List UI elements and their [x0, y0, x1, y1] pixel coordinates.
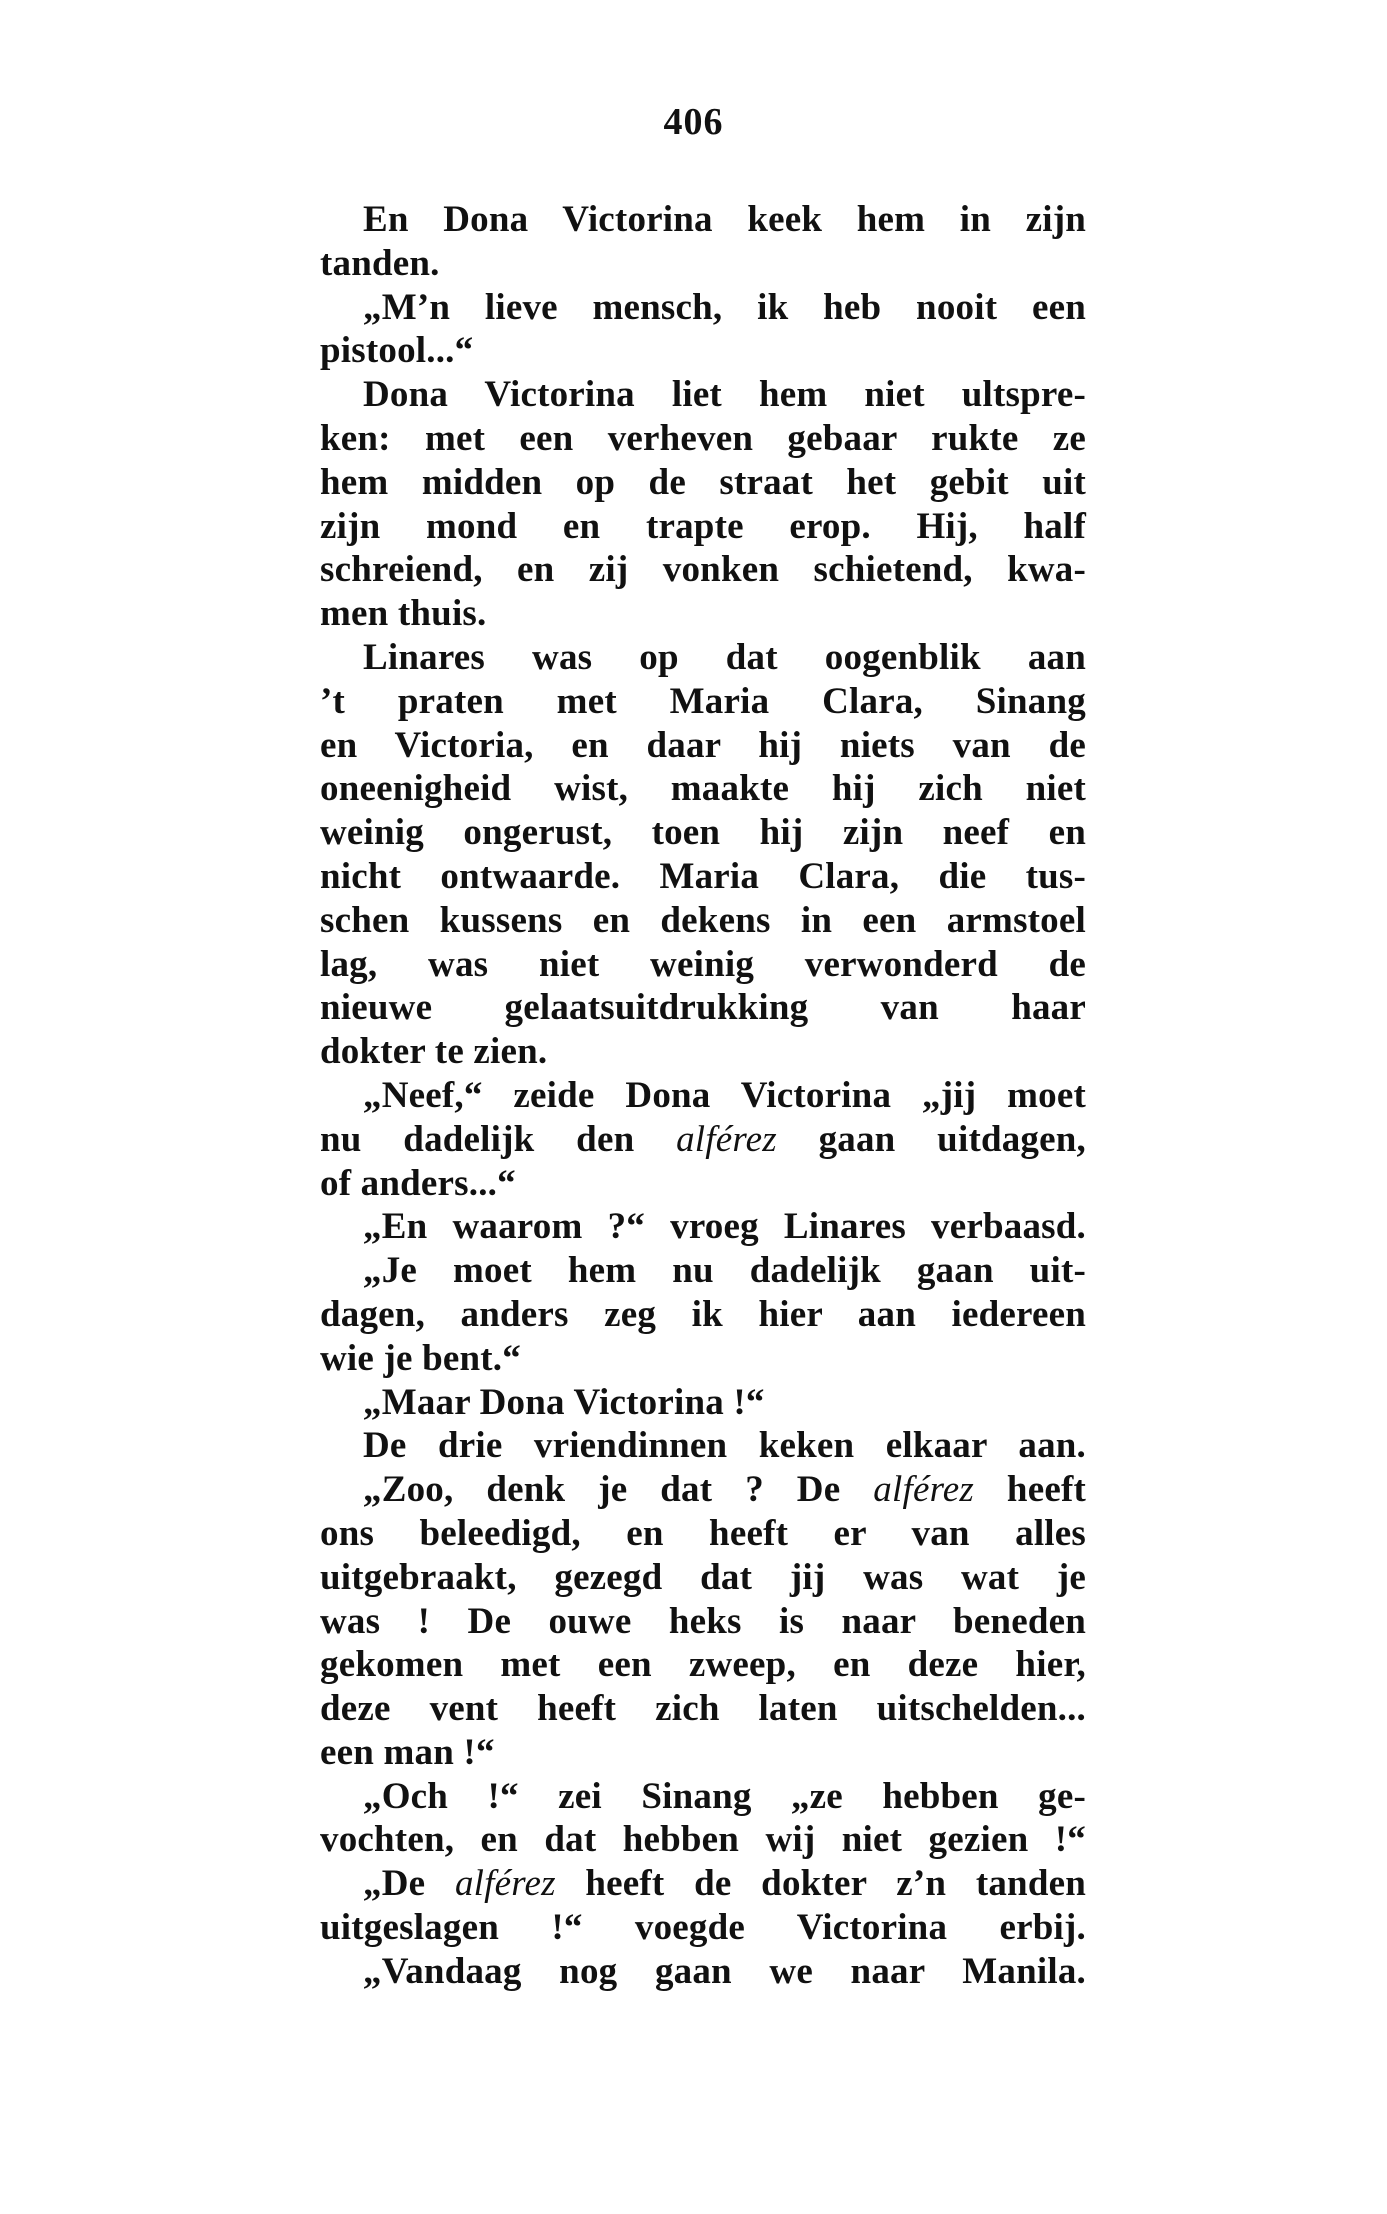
text-segment: „Och !“ zei Sinang „ze hebben ge-	[363, 1775, 1086, 1817]
text-segment: uitgebraakt, gezegd dat jij was wat je	[320, 1556, 1086, 1598]
text-line	[320, 724, 1086, 768]
text-line	[320, 461, 1086, 505]
text-segment: „Vandaag nog gaan we naar Manila.	[363, 1950, 1086, 1992]
text-line	[320, 811, 1086, 855]
text-segment: een man !“	[320, 1731, 495, 1773]
text-line	[320, 592, 1086, 636]
text-segment: „Neef,“ zeide Dona Victorina „jij moet	[363, 1074, 1086, 1116]
text-segment: lag, was niet weinig verwonderd de	[320, 943, 1086, 985]
text-segment: ons beleedigd, en heeft er van alles	[320, 1512, 1086, 1554]
text-segment: „Maar Dona Victorina !“	[363, 1381, 765, 1423]
text-segment: „En waarom ?“ vroeg Linares verbaasd.	[363, 1206, 1086, 1248]
text-segment: Linares was op dat oogenblik aan	[363, 636, 1086, 678]
text-line	[320, 417, 1086, 461]
text-line	[320, 286, 1086, 330]
text-line	[320, 373, 1086, 417]
text-segment: De drie vriendinnen keken elkaar aan.	[363, 1425, 1086, 1467]
text-line	[320, 1818, 1086, 1862]
text-segment: nicht ontwaarde. Maria Clara, die tus-	[320, 855, 1086, 897]
text-line	[320, 1381, 1086, 1425]
text-line	[320, 198, 1086, 242]
text-segment: „Zoo, denk je dat ? De	[363, 1469, 874, 1511]
text-line	[320, 1775, 1086, 1819]
text-line	[320, 329, 1086, 373]
text-segment: vochten, en dat hebben wij niet gezien !“	[320, 1819, 1086, 1861]
text-line	[320, 1424, 1086, 1468]
text-line	[320, 1118, 1086, 1162]
text-segment: schen kussens en dekens in een armstoel	[320, 899, 1086, 941]
text-segment: en Victoria, en daar hij niets van de	[320, 724, 1086, 766]
text-line	[320, 1293, 1086, 1337]
text-segment: „De	[363, 1863, 455, 1905]
text-segment: gaan uitdagen,	[776, 1118, 1086, 1160]
text-segment: wie je bent.“	[320, 1337, 521, 1379]
text-segment: oneenigheid wist, maakte hij zich niet	[320, 768, 1086, 810]
text-line	[320, 1643, 1086, 1687]
text-segment: Dona Victorina liet hem niet ultspre-	[363, 374, 1086, 416]
text-line	[320, 855, 1086, 899]
text-segment: dokter te zien.	[320, 1031, 548, 1073]
italic-term: alférez	[454, 1863, 556, 1905]
text-line	[320, 680, 1086, 724]
text-line	[320, 1950, 1086, 1994]
italic-term: alférez	[676, 1118, 777, 1160]
text-line	[320, 1337, 1086, 1381]
text-segment: nu dadelijk den	[320, 1118, 677, 1160]
text-line	[320, 1030, 1086, 1074]
text-segment: „M’n lieve mensch, ik heb nooit een	[363, 286, 1086, 328]
text-line	[320, 986, 1086, 1030]
text-line	[320, 636, 1086, 680]
text-segment: of anders...“	[320, 1162, 516, 1204]
text-line	[320, 1512, 1086, 1556]
text-line	[320, 1600, 1086, 1644]
text-segment: zijn mond en trapte erop. Hij, half	[320, 505, 1086, 547]
text-segment: ’t praten met Maria Clara, Sinang	[320, 680, 1086, 722]
text-line	[320, 1205, 1086, 1249]
text-line	[320, 1731, 1086, 1775]
text-line	[320, 899, 1086, 943]
text-segment: heeft de dokter z’n tanden	[555, 1863, 1086, 1905]
text-line	[320, 1468, 1086, 1512]
text-line	[320, 1249, 1086, 1293]
text-line	[320, 1906, 1086, 1950]
text-segment: nieuwe gelaatsuitdrukking van haar	[320, 987, 1086, 1029]
text-line	[320, 548, 1086, 592]
text-line	[320, 242, 1086, 286]
text-line	[320, 1162, 1086, 1206]
text-segment: gekomen met een zweep, en deze hier,	[320, 1644, 1086, 1686]
text-line	[320, 767, 1086, 811]
text-segment: tanden.	[320, 242, 440, 284]
text-line	[320, 505, 1086, 549]
text-line	[320, 1074, 1086, 1118]
page-number: 406	[663, 101, 724, 143]
text-line	[320, 1687, 1086, 1731]
text-segment: ken: met een verheven gebaar rukte ze	[320, 417, 1086, 459]
text-segment: was ! De ouwe heks is naar beneden	[320, 1600, 1086, 1642]
text-segment: men thuis.	[320, 593, 487, 635]
text-segment: hem midden op de straat het gebit uit	[320, 461, 1086, 503]
text-line	[320, 1862, 1086, 1906]
text-line	[320, 1556, 1086, 1600]
text-line	[320, 943, 1086, 987]
text-segment: „Je moet hem nu dadelijk gaan uit-	[363, 1250, 1086, 1292]
body-text	[320, 198, 1086, 1994]
text-segment: schreiend, en zij vonken schietend, kwa-	[320, 549, 1086, 591]
text-segment: En Dona Victorina keek hem in zijn	[363, 199, 1086, 240]
text-segment: dagen, anders zeg ik hier aan iedereen	[320, 1293, 1086, 1335]
italic-term: alférez	[873, 1469, 975, 1511]
text-segment: weinig ongerust, toen hij zijn neef en	[320, 812, 1086, 854]
text-segment: uitgeslagen !“ voegde Victorina erbij.	[320, 1907, 1086, 1949]
text-segment: pistool...“	[320, 330, 474, 372]
text-segment: heeft	[974, 1469, 1086, 1511]
text-segment: deze vent heeft zich laten uitschelden...	[320, 1688, 1086, 1730]
